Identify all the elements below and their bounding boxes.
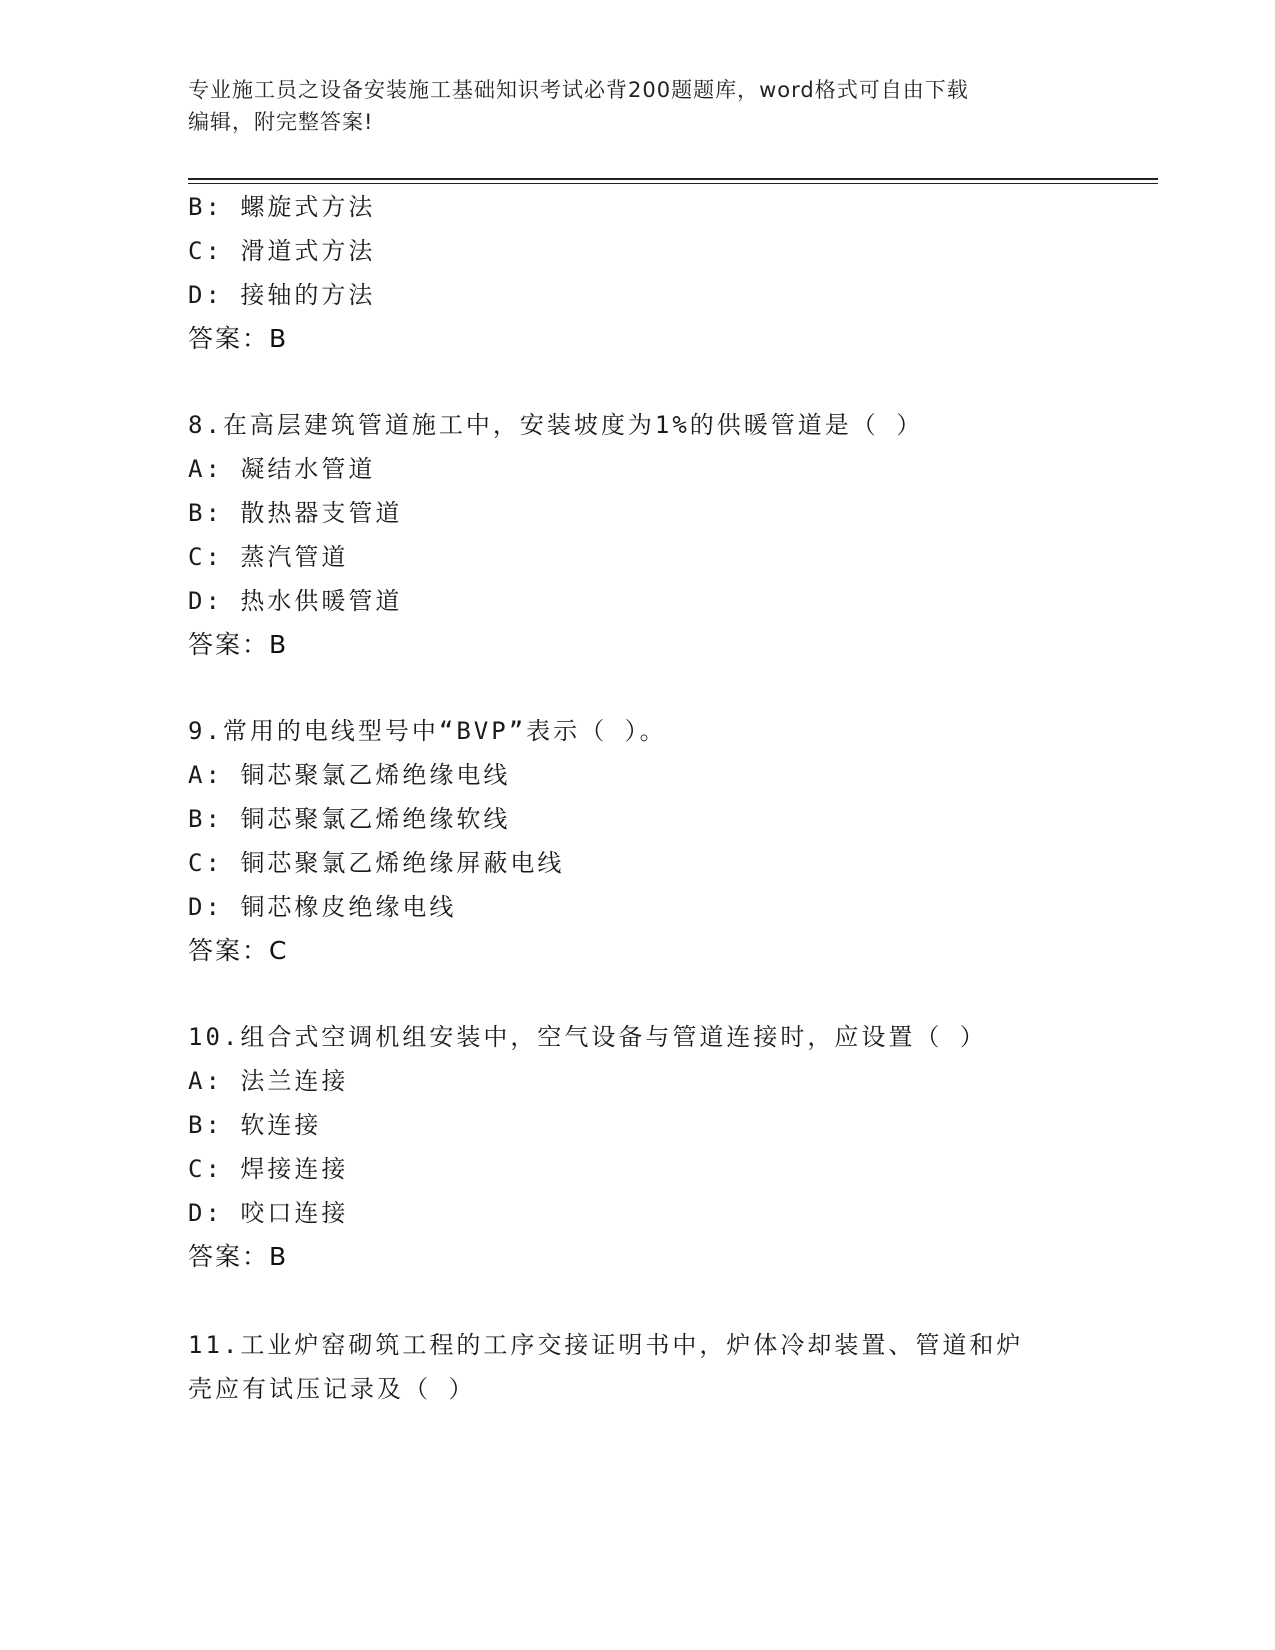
q7-answer: 答案：B: [188, 324, 289, 353]
document-header: [188, 74, 1088, 138]
q11-question-line-2: 壳应有试压记录及（ ）: [188, 1375, 476, 1403]
q9-question: 9.常用的电线型号中“BVP”表示（ ）。: [188, 717, 667, 745]
q10-option-b: B: 软连接: [188, 1111, 322, 1139]
q8-question: 8.在高层建筑管道施工中，安装坡度为1%的供暖管道是（ ）: [188, 411, 924, 439]
header-title-line-1: 专业施工员之设备安装施工基础知识考试必背200题题库，word格式可自由下载: [188, 78, 969, 102]
q10-option-d: D: 咬口连接: [188, 1199, 349, 1227]
q9-option-c: C: 铜芯聚氯乙烯绝缘屏蔽电线: [188, 849, 565, 877]
q8-option-d: D: 热水供暖管道: [188, 587, 403, 615]
q8-option-a: A: 凝结水管道: [188, 455, 376, 483]
q9-option-a: A: 铜芯聚氯乙烯绝缘电线: [188, 761, 511, 789]
q9-option-b: B: 铜芯聚氯乙烯绝缘软线: [188, 805, 511, 833]
q10-option-a: A: 法兰连接: [188, 1067, 349, 1095]
q7-option-c: C: 滑道式方法: [188, 237, 376, 265]
q7-option-d: D: 接轴的方法: [188, 281, 376, 309]
q11-question-line-1: 11.工业炉窑砌筑工程的工序交接证明书中，炉体冷却装置、管道和炉: [188, 1331, 1024, 1359]
header-divider-thin: [188, 183, 1158, 184]
q10-answer: 答案：B: [188, 1242, 289, 1271]
q10-option-c: C: 焊接连接: [188, 1155, 349, 1183]
q9-option-d: D: 铜芯橡皮绝缘电线: [188, 893, 457, 921]
q8-option-b: B: 散热器支管道: [188, 499, 403, 527]
header-divider-thick: [188, 178, 1158, 180]
q10-question: 10.组合式空调机组安装中，空气设备与管道连接时，应设置（ ）: [188, 1023, 987, 1051]
q7-option-b: B: 螺旋式方法: [188, 193, 376, 221]
q8-answer: 答案：B: [188, 630, 289, 659]
q9-answer: 答案：C: [188, 936, 289, 965]
header-title-line-2: 编辑，附完整答案!: [188, 110, 374, 134]
q8-option-c: C: 蒸汽管道: [188, 543, 349, 571]
